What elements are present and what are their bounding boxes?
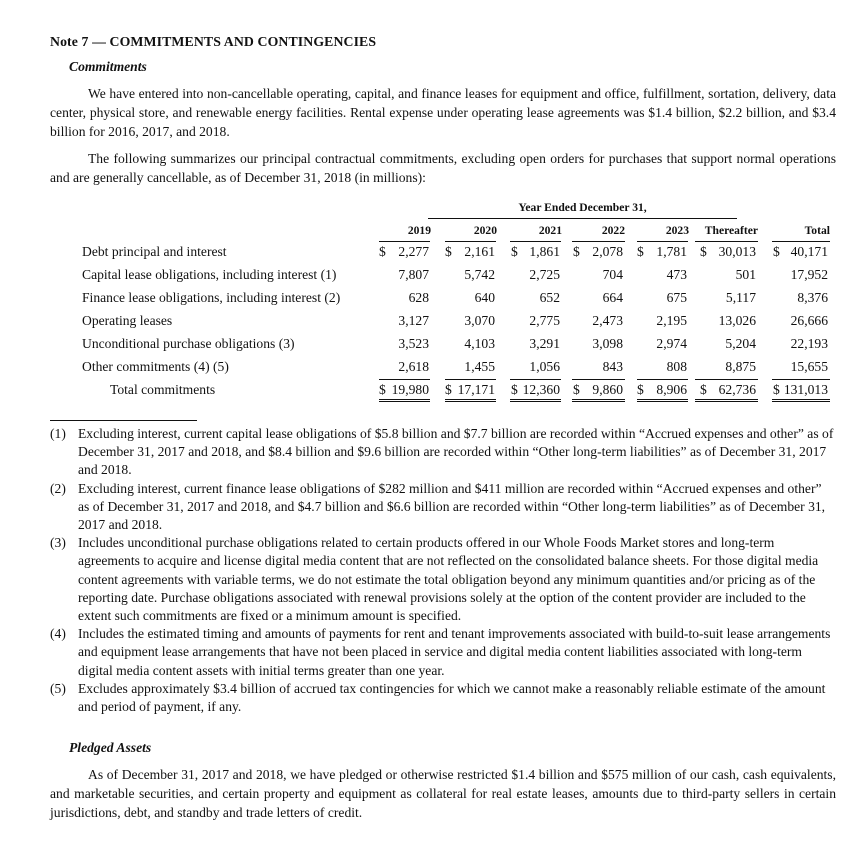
column-header-2021: 2021: [538, 224, 562, 237]
table-cell: 652: [539, 290, 560, 305]
footnote-text: Excluding interest, current finance lease obligations of $282 million and $411 million are recorded within “Accrued expenses and other” as of December 31, 2017 and 2018, and $4.7 billion and $6.6 billion are recorded within “Other long-term liabilities” as of December 31, 2017 and 2018.: [78, 480, 826, 533]
total-top-rule: [445, 379, 496, 380]
column-header-2023: 2023: [665, 224, 689, 237]
footnote-item: [50, 425, 836, 480]
table-cell: 12,360: [522, 382, 560, 397]
footnote-text: Excludes approximately $3.4 billion of accrued tax contingencies for which we cannot make a reasonably reliable estimate of the amount and period of payment, if any.: [78, 680, 826, 715]
footnote-number: (3): [50, 535, 66, 551]
footnote-text: Excluding interest, current capital lease obligations of $5.8 billion and $7.7 billion are recorded within “Accrued expenses and other” as of December 31, 2017 and 2018, and $8.4 billion and $9.6 billion are recorded within “Other long-term liabilities” as of December 31, 2017 and 2018.: [78, 426, 834, 478]
footnotes: [50, 425, 836, 716]
currency-symbol: $: [573, 244, 580, 259]
table-cell: 2,618: [398, 359, 429, 374]
commitments-paragraph-2: The following summarizes our principal contractual commitments, excluding open orders for purchases that support normal operations and are generally cancellable, as of December 31, 2018 (in millions):: [50, 151, 836, 185]
table-row: [50, 313, 840, 335]
table-cell: 3,291: [529, 336, 560, 351]
footnote-item: [50, 625, 836, 680]
table-cell: 2,277: [398, 244, 429, 259]
footnote-item: [50, 680, 836, 716]
column-header-2019: 2019: [407, 224, 431, 237]
total-top-rule: [772, 379, 830, 380]
currency-symbol: $: [773, 244, 780, 259]
table-row: [50, 359, 840, 381]
total-double-rule: [637, 399, 688, 402]
row-label: Other commitments (4) (5): [82, 359, 229, 374]
table-cell: 808: [666, 359, 687, 374]
row-label: Debt principal and interest: [82, 244, 227, 259]
currency-symbol: $: [773, 382, 780, 397]
total-double-rule: [379, 399, 430, 402]
total-double-rule: [510, 399, 561, 402]
table-cell: 3,098: [592, 336, 623, 351]
table-cell: 1,781: [656, 244, 687, 259]
row-label: Finance lease obligations, including interest (2): [82, 290, 341, 305]
table-cell: 19,980: [391, 382, 429, 397]
pledged-assets-paragraph: As of December 31, 2017 and 2018, we have pledged or otherwise restricted $1.4 billion and $575 million of our cash, cash equivalents, and marketable securities, and certain property and equipment as collateral for real estate leases, amounts due to third-party sellers in certain jurisdictions, debt, and standby and trade letters of credit.: [50, 767, 836, 820]
table-cell: 2,725: [529, 267, 560, 282]
column-header-total: Total: [804, 224, 830, 237]
table-cell: 8,875: [725, 359, 756, 374]
column-header-rule: [379, 241, 430, 242]
column-header-rule: [445, 241, 496, 242]
total-top-rule: [637, 379, 688, 380]
total-top-rule: [510, 379, 561, 380]
table-cell: 1,861: [529, 244, 560, 259]
table-cell: 8,906: [656, 382, 687, 397]
table-cell: 473: [666, 267, 687, 282]
row-label: Operating leases: [82, 313, 173, 328]
currency-symbol: $: [637, 382, 644, 397]
row-label: Capital lease obligations, including interest (1): [82, 267, 337, 282]
table-cell: 8,376: [797, 290, 828, 305]
table-cell: 4,103: [464, 336, 495, 351]
column-header-rule: [510, 241, 561, 242]
table-cell: 2,161: [464, 244, 495, 259]
table-cell: 2,473: [592, 313, 623, 328]
table-cell: 501: [735, 267, 756, 282]
table-cell: 628: [408, 290, 429, 305]
footnote-text: Includes unconditional purchase obligations related to certain products offered in our Whole Foods Market stores and long-term agreements to acquire and license digital media content that are not reflected on the consolidated balance sheets. For those digital media content agreements with variable terms, we do not estimate the total obligation beyond any minimum quantities and/or pricing as of the reporting date. Purchase obligations associated with renewal provisions solely at the option of the content provider are included to the extent such commitments are fixed or a minimum amount is specified.: [78, 535, 819, 624]
currency-symbol: $: [445, 244, 452, 259]
table-cell: 5,204: [725, 336, 756, 351]
table-cell: 131,013: [783, 382, 828, 397]
table-cell: 704: [602, 267, 623, 282]
total-top-rule: [379, 379, 430, 380]
currency-symbol: $: [379, 382, 386, 397]
commitments-heading: Commitments: [69, 59, 147, 74]
table-row: [50, 290, 840, 312]
table-cell: 2,974: [656, 336, 687, 351]
footnote-item: [50, 480, 836, 535]
table-cell: 17,952: [790, 267, 828, 282]
total-top-rule: [695, 379, 758, 380]
pledged-assets-heading: Pledged Assets: [69, 740, 152, 755]
table-cell: 40,171: [790, 244, 828, 259]
footnote-number: (4): [50, 626, 66, 642]
currency-symbol: $: [445, 382, 452, 397]
table-cell: 843: [602, 359, 623, 374]
year-ended-header: Year Ended December 31,: [518, 201, 647, 214]
footnote-number: (2): [50, 480, 66, 496]
footnote-number: (5): [50, 680, 66, 696]
currency-symbol: $: [700, 382, 707, 397]
table-cell: 62,736: [718, 382, 756, 397]
currency-symbol: $: [379, 244, 386, 259]
footnote-text: Includes the estimated timing and amounts of payments for rent and tenant improvements associated with build-to-suit lease arrangements and equipment lease arrangements that have not been placed in service and digital media content liabilities associated with long-term digital media content assets with initial terms greater than one year.: [78, 626, 831, 678]
column-header-rule: [572, 241, 625, 242]
table-cell: 1,455: [464, 359, 495, 374]
footnote-number: (1): [50, 426, 66, 441]
table-cell: 13,026: [718, 313, 756, 328]
footnote-rule: [50, 420, 197, 421]
footnote-item: [50, 534, 836, 625]
currency-symbol: $: [637, 244, 644, 259]
note-title: Note 7 — COMMITMENTS AND CONTINGENCIES: [50, 34, 377, 49]
column-header-thereafter: Thereafter: [704, 224, 758, 237]
table-cell: 5,742: [464, 267, 495, 282]
table-cell: 1,056: [529, 359, 560, 374]
table-cell: 2,078: [592, 244, 623, 259]
table-cell: 2,775: [529, 313, 560, 328]
table-cell: 3,523: [398, 336, 429, 351]
table-row: [50, 244, 840, 266]
total-double-rule: [445, 399, 496, 402]
currency-symbol: $: [511, 244, 518, 259]
table-cell: 675: [666, 290, 687, 305]
total-top-rule: [572, 379, 625, 380]
table-cell: 664: [602, 290, 623, 305]
table-cell: 3,127: [398, 313, 429, 328]
table-cell: 17,171: [457, 382, 495, 397]
column-header-2022: 2022: [601, 224, 625, 237]
table-cell: 640: [474, 290, 495, 305]
table-cell: 2,195: [656, 313, 687, 328]
table-cell: 3,070: [464, 313, 495, 328]
table-cell: 26,666: [790, 313, 828, 328]
table-row: [50, 267, 840, 289]
column-header-rule: [695, 241, 758, 242]
row-label: Unconditional purchase obligations (3): [82, 336, 295, 351]
commitments-paragraph-1: We have entered into non-cancellable operating, capital, and finance leases for equipment and office, fulfillment, sortation, delivery, data center, physical store, and renewable energy facilities. Rental expense under operating lease agreements was $1.4 billion, $2.2 billion, and $3.4 billion for 2016, 2017, and 2018.: [50, 86, 836, 139]
table-row: [50, 336, 840, 358]
column-header-2020: 2020: [473, 224, 497, 237]
row-label: Total commitments: [110, 382, 216, 397]
table-cell: 30,013: [718, 244, 756, 259]
year-header-rule: [428, 218, 737, 219]
total-double-rule: [572, 399, 625, 402]
column-header-rule: [772, 241, 830, 242]
table-cell: 9,860: [592, 382, 623, 397]
table-cell: 15,655: [790, 359, 828, 374]
table-cell: 7,807: [398, 267, 429, 282]
currency-symbol: $: [700, 244, 707, 259]
table-cell: 5,117: [725, 290, 756, 305]
total-double-rule: [695, 399, 758, 402]
column-header-rule: [637, 241, 688, 242]
currency-symbol: $: [573, 382, 580, 397]
currency-symbol: $: [511, 382, 518, 397]
table-cell: 22,193: [790, 336, 828, 351]
total-double-rule: [772, 399, 830, 402]
